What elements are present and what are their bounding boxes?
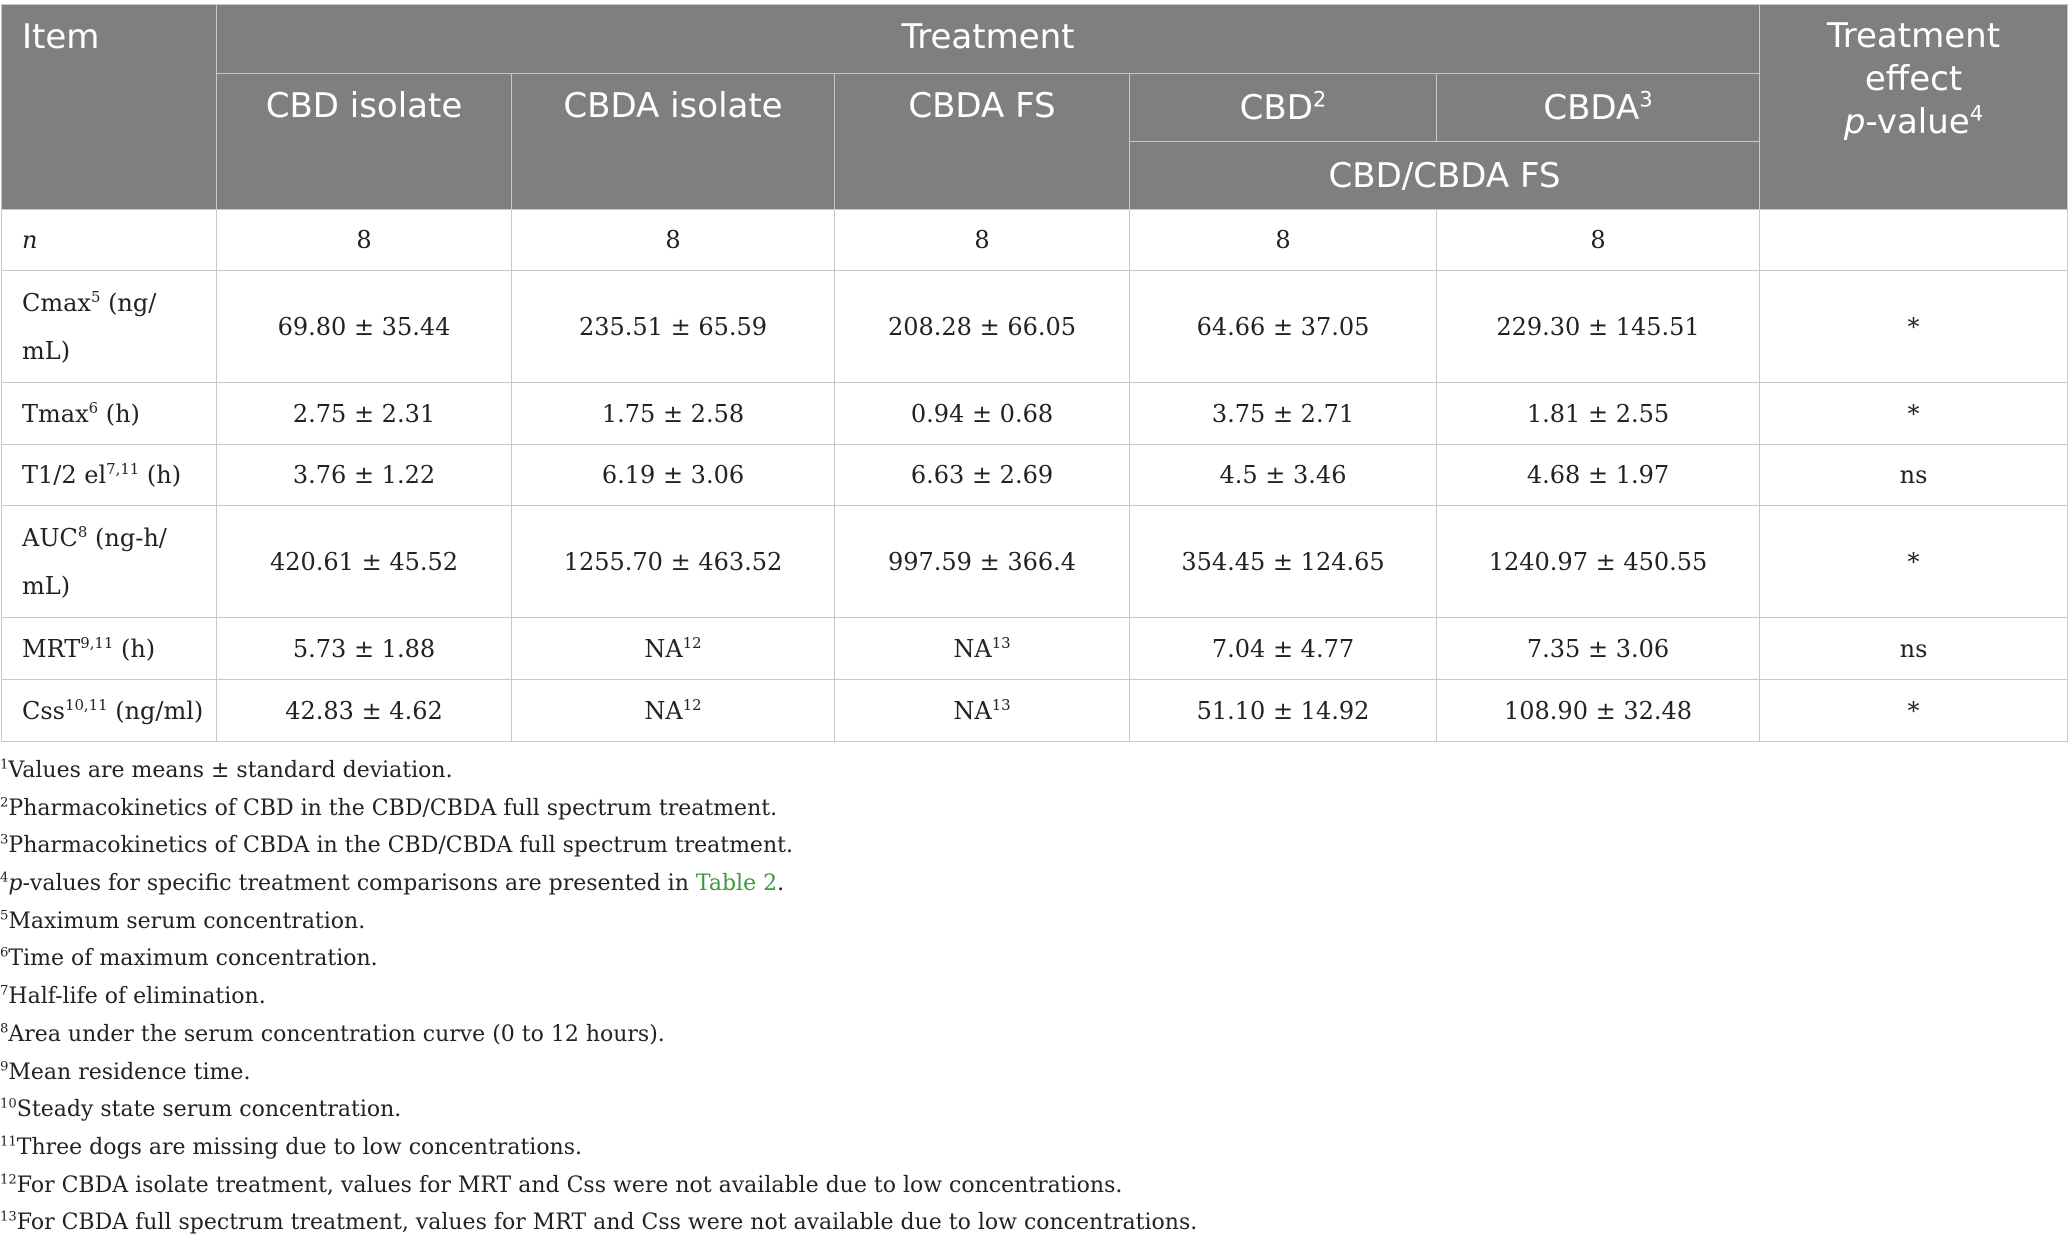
footnote-number: 11 — [0, 1134, 17, 1150]
table-row — [2, 445, 2068, 506]
pharmacokinetics-table — [1, 4, 2068, 742]
table-cell — [217, 210, 512, 271]
footnote-number: 10 — [0, 1096, 17, 1112]
cell-value: 2.75 ± 2.31 — [292, 399, 436, 428]
table-cell — [217, 618, 512, 680]
footnote-text: Half-life of elimination. — [8, 984, 266, 1010]
row-label-text: MRT — [22, 634, 81, 663]
footnote — [0, 1091, 2060, 1129]
row-label — [2, 271, 217, 383]
cell-value: 354.45 ± 124.65 — [1181, 547, 1385, 576]
cell-value: 229.30 ± 145.51 — [1496, 312, 1700, 341]
treatment-effect-cell: * — [1760, 271, 2068, 383]
cell-footnote-ref: 13 — [991, 633, 1011, 652]
table-cell — [835, 506, 1130, 618]
footnote-number: 4 — [0, 870, 9, 886]
table-cell — [1437, 271, 1760, 383]
header-effect-p: p — [1843, 102, 1866, 142]
treatment-effect-cell — [1760, 210, 2068, 271]
cell-value: 997.59 ± 366.4 — [887, 547, 1077, 576]
table-cell — [217, 383, 512, 445]
table-row — [2, 383, 2068, 445]
cell-value: 8 — [1275, 226, 1291, 254]
row-label — [2, 506, 217, 618]
table-cell — [512, 210, 835, 271]
table-cell — [1437, 506, 1760, 618]
table-cell — [512, 680, 835, 742]
row-label-unit: (h) — [98, 399, 140, 428]
row-label-sup: 6 — [88, 398, 99, 417]
table-cell — [835, 271, 1130, 383]
footnote-text: Maximum serum concentration. — [8, 908, 366, 934]
table-cell — [835, 445, 1130, 506]
table-cell — [1130, 680, 1437, 742]
cell-value: NA — [953, 696, 992, 725]
footnote-text: Values are means ± standard deviation. — [8, 758, 453, 783]
cell-value: 4.5 ± 3.46 — [1219, 461, 1347, 489]
header-cbd-sup: 2 — [1312, 86, 1327, 112]
table-cell — [835, 210, 1130, 271]
header-cbda-isolate: CBDA isolate — [512, 74, 835, 210]
header-cbd-isolate: CBD isolate — [217, 74, 512, 210]
cell-value: 69.80 ± 35.44 — [277, 312, 451, 341]
header-effect-sup: 4 — [1969, 100, 1984, 126]
footnote-number: 8 — [0, 1021, 9, 1037]
row-label-unit: (ng/ — [100, 288, 157, 317]
footnote — [0, 903, 2060, 941]
cell-footnote-ref: 13 — [991, 695, 1011, 714]
footnote-number: 13 — [0, 1209, 17, 1225]
footnote — [0, 940, 2060, 978]
header-treatment: Treatment — [217, 5, 1760, 74]
footnote — [0, 1129, 2060, 1167]
footnote-number: 3 — [0, 833, 9, 849]
treatment-effect-cell: ns — [1760, 618, 2068, 680]
table-row — [2, 680, 2068, 742]
table-cell — [512, 506, 835, 618]
cell-value: 7.35 ± 3.06 — [1526, 634, 1670, 663]
header-effect-line1: Treatment — [1827, 16, 2001, 56]
footnote-text: -values for specific treatment comparisons are presented in — [22, 871, 696, 897]
cell-value: 64.66 ± 37.05 — [1196, 312, 1370, 341]
cell-value: 108.90 ± 32.48 — [1503, 696, 1693, 725]
cell-value: 1.75 ± 2.58 — [601, 399, 745, 428]
cell-value: 1.81 ± 2.55 — [1526, 399, 1670, 428]
table-row — [2, 618, 2068, 680]
table-cell — [1130, 445, 1437, 506]
row-label-sup: 7,11 — [106, 460, 140, 478]
footnote-text: Mean residence time. — [8, 1059, 251, 1085]
row-label-text: n — [22, 226, 38, 254]
header-cbda — [1437, 74, 1760, 142]
treatment-effect-cell: ns — [1760, 445, 2068, 506]
table-2-link[interactable]: Table 2 — [695, 871, 778, 897]
table-body — [2, 210, 2068, 742]
footnote — [0, 752, 2060, 790]
cell-value: 235.51 ± 65.59 — [578, 312, 768, 341]
footnote-text: Area under the serum concentration curve (0 to 12 hours). — [8, 1021, 665, 1047]
header-cbda-sup: 3 — [1639, 86, 1653, 112]
cell-footnote-ref: 12 — [682, 633, 702, 652]
row-label — [2, 383, 217, 445]
row-label-unit-line2: mL) — [22, 571, 71, 600]
cell-value: 6.63 ± 2.69 — [910, 461, 1054, 489]
cell-value: NA — [644, 696, 683, 725]
footnote — [0, 865, 2060, 903]
row-label-unit: (ng/ml) — [107, 696, 204, 725]
footnote-text: Time of maximum concentration. — [8, 946, 378, 972]
cell-footnote-ref: 12 — [682, 695, 702, 714]
footnote-number: 1 — [0, 757, 9, 773]
table-cell — [1437, 210, 1760, 271]
row-label-sup: 10,11 — [65, 695, 108, 714]
cell-value: 42.83 ± 4.62 — [285, 696, 443, 725]
table-row — [2, 210, 2068, 271]
footnote-text: Pharmacokinetics of CBDA in the CBD/CBDA full spectrum treatment. — [8, 833, 793, 859]
table-cell — [512, 445, 835, 506]
table-cell — [1130, 506, 1437, 618]
footnote-text: For CBDA isolate treatment, values for MRT and Css were not available due to low concentrations. — [16, 1172, 1123, 1198]
table-cell — [512, 271, 835, 383]
cell-value: 7.04 ± 4.77 — [1211, 634, 1355, 663]
row-label-unit: (h) — [113, 634, 156, 663]
row-label-text: Cmax — [22, 288, 91, 317]
cell-value: 4.68 ± 1.97 — [1526, 461, 1670, 489]
footnote — [0, 1204, 2060, 1242]
cell-value: NA — [953, 634, 992, 663]
cell-value: 208.28 ± 66.05 — [887, 312, 1077, 341]
row-label-text: Tmax — [22, 399, 89, 428]
row-label-text: AUC — [22, 523, 78, 552]
cell-value: 51.10 ± 14.92 — [1196, 696, 1370, 725]
cell-value: 420.61 ± 45.52 — [269, 547, 459, 576]
table-row — [2, 506, 2068, 618]
footnote — [0, 790, 2060, 828]
row-label-sup: 5 — [90, 287, 101, 306]
row-label-sup: 8 — [77, 522, 88, 541]
row-label-text: T1/2 el — [22, 461, 107, 489]
cell-value: 1255.70 ± 463.52 — [563, 547, 783, 576]
cell-value: 8 — [974, 226, 990, 254]
footnotes — [0, 752, 2060, 1242]
row-label-unit: (ng-h/ — [87, 523, 167, 552]
footnote-text: Pharmacokinetics of CBD in the CBD/CBDA full spectrum treatment. — [8, 795, 778, 821]
table-header — [2, 5, 2068, 210]
treatment-effect-cell: * — [1760, 680, 2068, 742]
footnote-text: Steady state serum concentration. — [16, 1097, 402, 1123]
header-cbd-cbda-fs: CBD/CBDA FS — [1130, 142, 1760, 210]
table-cell — [1130, 383, 1437, 445]
header-cbda-label: CBDA — [1543, 87, 1640, 128]
cell-value: 8 — [1590, 226, 1606, 254]
footnote-number: 5 — [0, 908, 9, 924]
footnote-text: Three dogs are missing due to low concentrations. — [16, 1134, 583, 1160]
cell-value: 0.94 ± 0.68 — [910, 399, 1054, 428]
table-cell — [512, 618, 835, 680]
footnote-text-end: . — [777, 871, 785, 897]
row-label-text: Css — [22, 696, 65, 725]
footnote — [0, 827, 2060, 865]
footnote-number: 6 — [0, 946, 9, 962]
cell-value: 1240.97 ± 450.55 — [1488, 547, 1708, 576]
footnote — [0, 1016, 2060, 1054]
table-cell — [217, 445, 512, 506]
cell-value: NA — [644, 634, 683, 663]
footnote — [0, 1054, 2060, 1092]
cell-value: 8 — [356, 226, 372, 254]
footnote-italic: p — [8, 871, 23, 897]
header-cbda-fs: CBDA FS — [835, 74, 1130, 210]
table-cell — [1437, 445, 1760, 506]
table-cell — [835, 383, 1130, 445]
footnote — [0, 978, 2060, 1016]
cell-value: 5.73 ± 1.88 — [292, 634, 436, 663]
table-cell — [835, 680, 1130, 742]
row-label-sup: 9,11 — [80, 633, 114, 652]
footnote-number: 7 — [0, 983, 9, 999]
row-label-unit: (h) — [139, 461, 182, 489]
cell-value: 8 — [665, 226, 681, 254]
header-cbd — [1130, 74, 1437, 142]
footnote-text: For CBDA full spectrum treatment, values for MRT and Css were not available due to low concentrations. — [16, 1210, 1198, 1236]
table-cell — [1437, 383, 1760, 445]
table-cell — [217, 506, 512, 618]
row-label — [2, 680, 217, 742]
table-cell — [1130, 271, 1437, 383]
table-cell — [512, 383, 835, 445]
footnote-number: 9 — [0, 1059, 9, 1075]
row-label — [2, 445, 217, 506]
footnote-number: 12 — [0, 1172, 17, 1188]
row-label — [2, 210, 217, 271]
header-treatment-effect — [1760, 5, 2068, 210]
table-cell — [217, 680, 512, 742]
cell-value: 3.76 ± 1.22 — [292, 461, 436, 489]
table-cell — [1130, 210, 1437, 271]
table-row — [2, 271, 2068, 383]
header-cbd-label: CBD — [1239, 87, 1313, 128]
table-cell — [1130, 618, 1437, 680]
header-item: Item — [2, 5, 217, 210]
treatment-effect-cell: * — [1760, 383, 2068, 445]
table-cell — [1437, 618, 1760, 680]
cell-value: 6.19 ± 3.06 — [601, 461, 745, 489]
row-label — [2, 618, 217, 680]
table-cell — [217, 271, 512, 383]
table-cell — [1437, 680, 1760, 742]
footnote-number: 2 — [0, 795, 9, 811]
cell-value: 3.75 ± 2.71 — [1211, 399, 1355, 428]
table-cell — [835, 618, 1130, 680]
header-effect-line2: effect — [1864, 59, 1963, 99]
footnote — [0, 1167, 2060, 1205]
row-label-unit-line2: mL) — [22, 336, 71, 365]
treatment-effect-cell: * — [1760, 506, 2068, 618]
header-effect-suffix: -value — [1865, 102, 1970, 142]
